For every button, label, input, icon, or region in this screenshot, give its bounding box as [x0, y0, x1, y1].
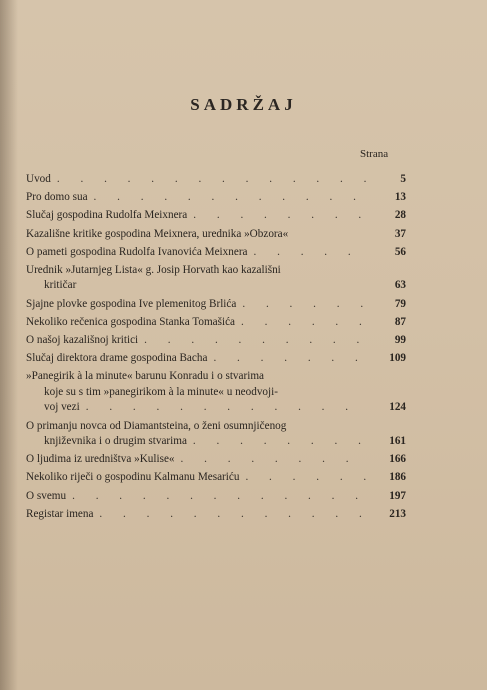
toc-entry-page: 87 — [394, 315, 406, 328]
toc-entry-page: 56 — [394, 245, 406, 258]
toc-entry-page: 5 — [400, 173, 406, 185]
toc-dot-leader — [242, 297, 368, 313]
toc-entry-line — [26, 208, 406, 224]
page-column-label: Strana — [360, 148, 389, 160]
toc-entry-page: 13 — [394, 191, 406, 204]
toc-entry-line — [26, 245, 406, 261]
toc-dot-leader — [254, 245, 368, 261]
toc-entry-line — [26, 385, 406, 401]
toc-entry — [26, 227, 406, 243]
toc-dot-leader — [181, 452, 368, 468]
toc-entry-page: 37 — [394, 227, 406, 240]
toc-entry-title: Uvod — [26, 173, 51, 185]
toc-entry-title: Slučaj direktora drame gospodina Bacha — [26, 352, 208, 365]
toc-entry — [26, 172, 406, 188]
toc-entry-line — [26, 297, 406, 313]
toc-entry-title: O pameti gospodina Rudolfa Ivanovića Meixnera — [26, 245, 248, 258]
toc-entry — [26, 351, 406, 367]
toc-entry-line — [26, 452, 406, 468]
toc-entry-title: koje su s tim »panegirikom à la minute« u neodvoji- — [44, 385, 278, 398]
toc-entry-page: 161 — [389, 435, 406, 448]
toc-dot-leader — [213, 351, 368, 367]
toc-entry-line — [26, 172, 406, 188]
toc-entry-line — [26, 470, 406, 486]
toc-entry — [26, 208, 406, 224]
toc-dot-leader — [94, 190, 368, 206]
toc-dot-leader — [57, 172, 368, 188]
toc-entry-title: O ljudima iz uredništva »Kulise« — [26, 453, 175, 466]
toc-entry — [26, 507, 406, 523]
toc-entry-page: 99 — [394, 334, 406, 346]
toc-entry-line — [26, 315, 406, 331]
toc-entry — [26, 245, 406, 261]
toc-entry — [26, 419, 406, 450]
toc-entry-line — [26, 507, 406, 523]
toc-entry-page: 197 — [389, 489, 406, 502]
toc-entry-line — [26, 227, 406, 243]
toc-entry-title: Kazališne kritike gospodina Meixnera, urednika »Obzora« — [26, 227, 289, 240]
toc-entry-line — [26, 419, 406, 435]
toc-entry-title: voj vezi — [44, 401, 80, 414]
toc-entry-page: 166 — [389, 453, 406, 466]
toc-entry-line — [26, 351, 406, 367]
table-of-contents — [26, 172, 406, 525]
toc-entry — [26, 297, 406, 313]
toc-entry-line — [26, 400, 406, 416]
toc-entry-title: O našoj kazališnoj kritici — [26, 334, 139, 346]
toc-dot-leader — [245, 470, 368, 486]
toc-entry-title: O svemu — [26, 489, 67, 502]
toc-entry-page: 213 — [389, 507, 406, 520]
toc-entry-title: Nekoliko rečenica gospodina Stanka Tomašića — [26, 315, 236, 328]
toc-entry-page: 124 — [389, 401, 406, 414]
toc-entry-title: Registar imena — [26, 507, 94, 520]
toc-entry-line — [26, 434, 406, 450]
toc-entry-title: O primanju novca od Diamantsteina, o ženi osumnjičenog — [26, 419, 287, 432]
toc-entry-line — [26, 489, 406, 505]
toc-entry — [26, 369, 406, 416]
toc-entry-page: 63 — [394, 279, 406, 292]
toc-entry-page: 109 — [389, 352, 406, 365]
toc-dot-leader — [72, 489, 368, 505]
toc-entry-title: književnika i o drugim stvarima — [44, 435, 187, 448]
toc-entry-line — [26, 263, 406, 279]
toc-entry-title: Pro domo sua — [26, 191, 88, 204]
toc-entry-title: Urednik »Jutarnjeg Lista« g. Josip Horvath kao kazališni — [26, 263, 281, 276]
toc-entry-line — [26, 369, 406, 385]
toc-entry-line — [26, 333, 406, 349]
toc-dot-leader — [86, 400, 368, 416]
toc-entry-title: Sjajne plovke gospodina Ive plemenitog Brlića — [26, 297, 237, 310]
toc-entry-line — [26, 278, 406, 294]
toc-dot-leader — [99, 507, 368, 523]
toc-entry — [26, 315, 406, 331]
toc-entry-title: Nekoliko riječi o gospodinu Kalmanu Mesariću — [26, 471, 240, 484]
toc-entry-page: 79 — [394, 297, 406, 310]
toc-entry-title: kritičar — [44, 279, 77, 292]
toc-entry — [26, 333, 406, 349]
toc-entry — [26, 470, 406, 486]
toc-entry-line — [26, 190, 406, 206]
toc-entry — [26, 190, 406, 206]
toc-entry — [26, 489, 406, 505]
toc-entry-title: Slučaj gospodina Rudolfa Meixnera — [26, 209, 188, 222]
toc-dot-leader — [193, 434, 368, 450]
toc-dot-leader — [241, 315, 368, 331]
toc-entry-title: »Panegirik à la minute« barunu Konradu i o stvarima — [26, 370, 264, 383]
toc-dot-leader — [193, 208, 368, 224]
toc-entry — [26, 263, 406, 294]
toc-entry-page: 28 — [394, 209, 406, 222]
toc-entry-page: 186 — [389, 471, 406, 484]
page-title: SADRŽAJ — [190, 95, 297, 114]
toc-entry — [26, 452, 406, 468]
toc-dot-leader — [144, 333, 368, 349]
